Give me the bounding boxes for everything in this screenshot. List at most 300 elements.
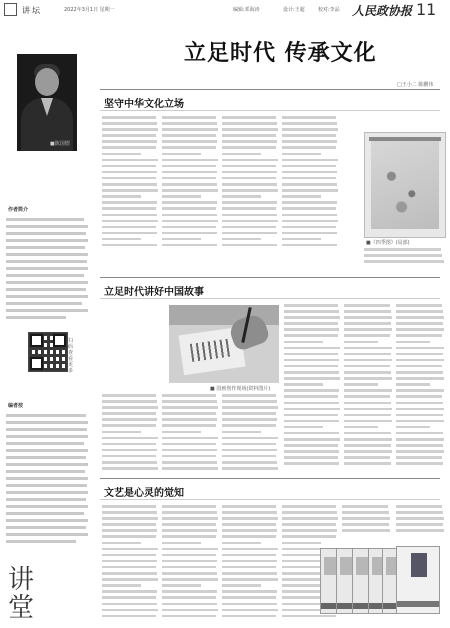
body-text-line [162, 529, 217, 532]
body-text-line [222, 596, 276, 599]
masthead-logo: 人民政协报 [352, 4, 413, 18]
body-text-line [284, 316, 340, 319]
body-text-line [396, 334, 442, 337]
body-text-line [344, 353, 391, 356]
body-text-line [222, 584, 261, 587]
body-text-line [344, 347, 392, 350]
body-text-line [162, 159, 218, 162]
section3-column-1 [102, 505, 158, 621]
body-text-line [162, 201, 217, 204]
body-text-line [102, 183, 157, 186]
body-text-line [162, 134, 216, 137]
body-text-line [162, 548, 218, 551]
body-text-line [162, 238, 201, 241]
body-text-line [282, 183, 337, 186]
body-text-line [102, 590, 157, 593]
body-text-line [162, 220, 218, 223]
body-text-line [102, 584, 141, 587]
section2-column-4 [222, 394, 278, 473]
body-text-line [396, 420, 444, 423]
body-text-line [162, 566, 216, 569]
body-text-line [222, 165, 276, 168]
body-text-line [162, 128, 218, 131]
body-text-line [222, 226, 276, 229]
body-text-line [162, 554, 216, 557]
body-text-line [342, 505, 388, 508]
body-text-line [162, 122, 217, 125]
body-text-line [396, 316, 444, 319]
author-intro-text [6, 218, 88, 323]
section1-column-1 [102, 116, 158, 250]
body-text-line [282, 226, 336, 229]
body-text-line [284, 438, 340, 441]
body-text-line [102, 455, 156, 458]
body-text-line [284, 456, 338, 459]
section-heading-3: 文艺是心灵的觉知 [104, 488, 184, 499]
body-text-line [162, 418, 217, 421]
body-text-line [344, 444, 391, 447]
body-text-line [102, 560, 157, 563]
body-text-line [222, 542, 261, 545]
body-text-line [282, 523, 336, 526]
body-text-line [396, 402, 443, 405]
body-text-line [222, 554, 276, 557]
body-text-line [282, 584, 321, 587]
body-text-line [102, 165, 156, 168]
body-text-line [102, 554, 156, 557]
photo-caption: ■ 国画创作现场(资料图片) [210, 386, 271, 392]
body-text-line [396, 383, 430, 386]
body-text-line [282, 505, 336, 508]
body-text-line [282, 232, 337, 235]
body-text-line [344, 426, 378, 429]
body-text-line [102, 195, 141, 198]
body-text-line [396, 304, 442, 307]
left-sidebar [0, 20, 93, 628]
body-text-line [102, 609, 158, 612]
body-text-line [162, 207, 216, 210]
body-text-line [222, 146, 276, 149]
body-text-line [342, 511, 389, 514]
body-text-line [282, 189, 338, 192]
body-text-line [102, 220, 158, 223]
section2-column-6 [344, 304, 392, 469]
body-text-line [222, 535, 276, 538]
body-text-line [102, 146, 156, 149]
body-text-line [162, 400, 217, 403]
body-text-line [162, 578, 218, 581]
body-text-line [282, 171, 337, 174]
issue-date: 2022年3月1日 星期一 [64, 7, 115, 13]
body-text-line [222, 449, 277, 452]
body-text-line [344, 432, 391, 435]
body-text-line [102, 128, 158, 131]
body-text-line [222, 116, 276, 119]
body-text-line [102, 603, 157, 606]
body-text-line [102, 207, 156, 210]
body-text-line [222, 424, 276, 427]
body-text-line [102, 177, 156, 180]
body-text-line [102, 159, 158, 162]
body-text-line [102, 201, 157, 204]
body-text-line [102, 467, 158, 470]
qr-caption: 扫码查看更多 [68, 338, 74, 374]
body-text-line [162, 461, 217, 464]
body-text-line [282, 159, 338, 162]
section-heading-2: 立足时代讲好中国故事 [104, 287, 204, 298]
body-text-line [162, 449, 217, 452]
body-text-line [162, 214, 217, 217]
body-text-line [282, 195, 321, 198]
body-text-line [284, 371, 339, 374]
body-text-line [102, 122, 157, 125]
body-text-line [222, 590, 277, 593]
body-text-line [162, 412, 216, 415]
body-text-line [284, 420, 339, 423]
body-text-line [342, 517, 390, 520]
body-text-line [162, 183, 217, 186]
body-text-line [222, 418, 277, 421]
body-text-line [396, 529, 444, 532]
article-title: 立足时代 传承文化 [184, 41, 377, 66]
body-text-line [102, 171, 157, 174]
body-text-line [162, 535, 216, 538]
body-text-line [162, 165, 216, 168]
body-text-line [162, 584, 201, 587]
book-set-image [320, 542, 444, 614]
page-header [0, 0, 450, 21]
body-text-line [102, 523, 156, 526]
body-text-line [102, 529, 157, 532]
body-text-line [162, 195, 201, 198]
body-text-line [344, 334, 390, 337]
body-text-line [162, 140, 217, 143]
body-text-line [396, 359, 444, 362]
body-text-line [102, 431, 141, 434]
section2-column-3 [162, 394, 218, 473]
body-text-line [282, 177, 336, 180]
body-text-line [162, 153, 201, 156]
body-text-line [284, 365, 338, 368]
body-text-line [284, 304, 338, 307]
body-text-line [222, 566, 276, 569]
section2-column-5 [284, 304, 340, 469]
body-text-line [344, 395, 390, 398]
calligraphy-photo [169, 305, 279, 383]
body-text-line [284, 359, 339, 362]
body-text-line [102, 566, 156, 569]
body-text-line [102, 189, 158, 192]
body-text-line [284, 353, 338, 356]
body-text-line [162, 542, 201, 545]
body-text-line [162, 116, 216, 119]
body-text-line [162, 171, 217, 174]
body-text-line [102, 412, 156, 415]
body-text-line [396, 371, 443, 374]
body-text-line [222, 437, 278, 440]
body-text-line [102, 443, 156, 446]
body-text-line [344, 420, 392, 423]
body-text-line [282, 153, 321, 156]
body-text-line [282, 165, 336, 168]
body-text-line [344, 359, 392, 362]
body-text-line [282, 116, 336, 119]
body-text-line [222, 603, 277, 606]
body-text-line [284, 450, 339, 453]
body-text-line [284, 408, 340, 411]
body-text-line [282, 146, 336, 149]
body-text-line [102, 232, 157, 235]
body-text-line [396, 426, 430, 429]
body-text-line [222, 189, 278, 192]
body-text-line [344, 438, 392, 441]
body-text-line [282, 615, 336, 618]
body-text-line [284, 389, 339, 392]
body-text-line [284, 310, 339, 313]
body-text-line [222, 134, 276, 137]
body-text-line [102, 615, 156, 618]
body-text-line [222, 238, 261, 241]
body-text-line [102, 400, 157, 403]
body-text-line [162, 146, 216, 149]
body-text-line [282, 511, 337, 514]
body-text-line [222, 244, 277, 247]
body-text-line [396, 456, 442, 459]
body-text-line [162, 232, 217, 235]
body-text-line [102, 244, 157, 247]
body-text-line [344, 316, 392, 319]
body-text-line [162, 406, 218, 409]
body-text-line [344, 310, 391, 313]
body-text-line [102, 238, 141, 241]
body-text-line [222, 183, 277, 186]
section1-column-3 [222, 116, 278, 250]
body-text-line [102, 548, 158, 551]
body-text-line [222, 548, 278, 551]
body-text-line [222, 400, 277, 403]
scroll-painting [364, 132, 446, 238]
body-text-line [342, 523, 389, 526]
body-text-line [284, 334, 338, 337]
body-text-line [282, 122, 337, 125]
body-text-line [396, 365, 442, 368]
body-text-line [162, 467, 218, 470]
body-text-line [282, 238, 321, 241]
body-text-line [396, 328, 444, 331]
body-text-line [222, 572, 277, 575]
body-text-line [162, 424, 216, 427]
body-text-line [342, 529, 390, 532]
section-underline [100, 499, 440, 500]
body-text-line [284, 395, 338, 398]
body-text-line [222, 517, 278, 520]
body-text-line [284, 341, 323, 344]
body-text-line [396, 444, 443, 447]
body-text-line [222, 609, 278, 612]
body-text-line [162, 560, 217, 563]
section3-column-3 [222, 505, 278, 621]
body-text-line [102, 140, 157, 143]
body-text-line [222, 201, 277, 204]
body-text-line [344, 383, 378, 386]
body-text-line [222, 505, 276, 508]
body-text-line [162, 609, 218, 612]
body-text-line [396, 517, 444, 520]
body-text-line [344, 408, 392, 411]
body-text-line [222, 511, 277, 514]
body-text-line [102, 214, 157, 217]
body-text-line [102, 578, 158, 581]
section1-column-2 [162, 116, 218, 250]
body-text-line [396, 450, 444, 453]
body-text-line [344, 304, 390, 307]
body-text-line [102, 418, 157, 421]
body-text-line [344, 371, 391, 374]
body-text-line [284, 347, 340, 350]
section2-column-2 [102, 394, 158, 473]
body-text-line [222, 523, 276, 526]
body-text-line [162, 511, 217, 514]
body-text-line [222, 128, 278, 131]
body-text-line [344, 389, 392, 392]
editor-credit: 编辑:邓海涛 [233, 7, 260, 13]
body-text-line [344, 365, 390, 368]
body-text-line [162, 455, 216, 458]
body-text-line [282, 128, 338, 131]
body-text-line [222, 214, 277, 217]
body-text-line [396, 414, 443, 417]
section-underline [100, 298, 440, 299]
body-text-line [162, 615, 216, 618]
body-text-line [162, 572, 217, 575]
body-text-line [396, 462, 443, 465]
body-text-line [344, 341, 378, 344]
body-text-line [162, 226, 216, 229]
body-text-line [282, 220, 338, 223]
body-text-line [282, 517, 338, 520]
body-text-line [364, 260, 444, 263]
body-text-line [222, 443, 276, 446]
painting-caption: ■《四季图》(局部) [366, 240, 410, 246]
body-text-line [162, 517, 218, 520]
body-text-line [222, 232, 277, 235]
author-portrait [17, 54, 77, 151]
body-text-line [102, 153, 141, 156]
body-text-line [282, 535, 336, 538]
body-text-line [102, 535, 156, 538]
calligraphy-seal-icon: 讲 堂 [8, 565, 33, 623]
body-text-line [344, 322, 391, 325]
body-text-line [222, 394, 276, 397]
body-text-line [284, 444, 338, 447]
body-text-line [396, 310, 443, 313]
body-text-line [282, 201, 337, 204]
body-text-line [102, 505, 156, 508]
body-text-line [284, 322, 338, 325]
body-text-line [102, 449, 157, 452]
body-text-line [102, 226, 156, 229]
body-text-line [222, 412, 276, 415]
body-text-line [222, 140, 277, 143]
body-text-line [344, 450, 392, 453]
body-text-line [222, 467, 278, 470]
body-text-line [162, 523, 216, 526]
body-text-line [344, 456, 390, 459]
body-text-line [284, 402, 339, 405]
body-text-line [162, 431, 201, 434]
section3-column-2 [162, 505, 218, 621]
body-text-line [102, 517, 158, 520]
body-text-line [396, 395, 442, 398]
body-text-line [222, 431, 261, 434]
section-divider [100, 89, 440, 90]
section-divider [100, 277, 440, 278]
body-text-line [162, 394, 216, 397]
body-text-line [396, 353, 443, 356]
body-text-line [222, 207, 276, 210]
body-text-line [162, 590, 217, 593]
author-intro-heading: 作者简介 [8, 207, 29, 213]
body-text-line [222, 455, 276, 458]
body-text-line [102, 461, 157, 464]
body-text-line [222, 220, 278, 223]
body-text-line [102, 394, 156, 397]
body-text-line [222, 529, 277, 532]
body-text-line [222, 615, 276, 618]
body-text-line [222, 578, 278, 581]
body-text-line [396, 322, 443, 325]
body-text-line [102, 406, 158, 409]
body-text-line [162, 505, 216, 508]
body-text-line [162, 603, 217, 606]
section1-column-4 [282, 116, 338, 250]
section-heading-1: 坚守中华文化立场 [104, 99, 184, 110]
body-text-line [102, 424, 156, 427]
body-text-line [282, 140, 337, 143]
body-text-line [396, 432, 443, 435]
qr-code[interactable] [28, 332, 68, 372]
body-text-line [222, 560, 277, 563]
body-text-line [284, 377, 340, 380]
section2-column-7 [396, 304, 444, 469]
portrait-caption: ■陈国熠 [50, 141, 70, 147]
body-text-line [364, 254, 442, 257]
body-text-line [282, 134, 336, 137]
body-text-line [344, 414, 391, 417]
body-text-line [282, 244, 337, 247]
section-divider [100, 478, 440, 479]
body-text-line [102, 572, 157, 575]
body-text-line [284, 414, 338, 417]
body-text-line [396, 505, 442, 508]
body-text-line [282, 529, 337, 532]
body-text-line [222, 195, 261, 198]
body-text-line [396, 389, 444, 392]
main-article [92, 20, 450, 628]
editor-note-heading: 编者按 [8, 403, 24, 409]
body-text-line [162, 244, 217, 247]
body-text-line [396, 377, 444, 380]
designer-credit: 设计:王超 [283, 7, 305, 13]
body-text-line [344, 462, 391, 465]
body-text-line [284, 383, 323, 386]
body-text-line [222, 153, 261, 156]
body-text-line [364, 248, 441, 251]
body-text-line [102, 116, 156, 119]
body-text-line [222, 122, 277, 125]
body-text-line [344, 328, 392, 331]
body-text-line [222, 406, 278, 409]
